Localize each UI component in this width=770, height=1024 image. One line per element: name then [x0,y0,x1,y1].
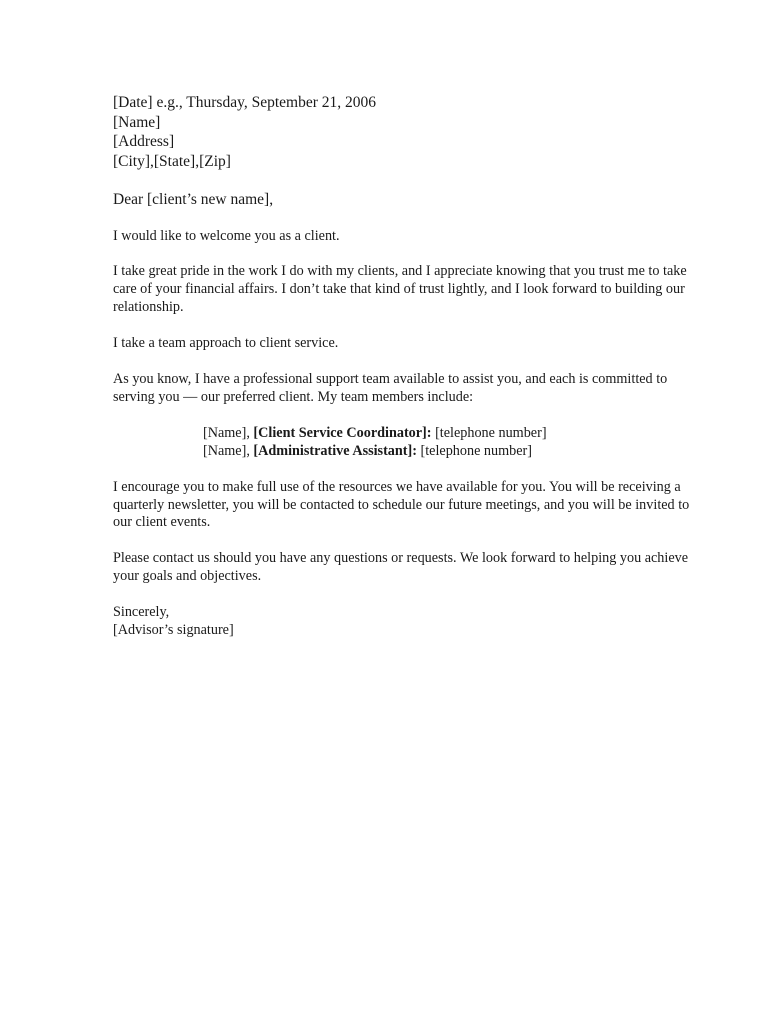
paragraph-encourage: I encourage you to make full use of the resources we have available for you. You will be receiving a quarterly newsletter, you will be contacted to schedule our future meetings, and you will be invited to our client events. [113,478,690,531]
team-member-name: [Name], [203,442,250,459]
team-member-role: [Client Service Coordinator]: [253,424,432,441]
signature-placeholder: [Advisor’s signature] [113,622,234,639]
paragraph-welcome: I would like to welcome you as a client. [113,227,340,244]
letter-page [113,93,693,640]
team-members-list [113,425,693,461]
recipient-name: [Name] [113,113,161,131]
paragraph-approach: I take a team approach to client service. [113,335,339,352]
sign-off: Sincerely, [113,604,170,621]
letter-header [113,93,693,171]
date-line: [Date] e.g., Thursday, September 21, 2006 [113,94,377,111]
team-member-row [203,425,693,443]
team-member-row [203,443,693,461]
recipient-city-state-zip: [City],[State],[Zip] [113,152,231,170]
team-member-phone: [telephone number] [420,442,532,459]
team-member-name: [Name], [203,424,250,441]
paragraph-pride: I take great pride in the work I do with my clients, and I appreciate knowing that you trust me to take care of your financial affairs. I don’t take that kind of trust lightly, and I look forward to building our relationship. [113,263,687,316]
paragraph-contact: Please contact us should you have any questions or requests. We look forward to helping you achieve your goals and objectives. [113,550,689,585]
letter-closing [113,604,693,640]
paragraph-support: As you know, I have a professional support team available to assist you, and each is committed to serving you — our preferred client. My team members include: [113,371,668,405]
salutation: Dear [client’s new name], [113,191,274,208]
recipient-address: [Address] [113,133,175,150]
team-member-role: [Administrative Assistant]: [253,442,417,459]
team-member-phone: [telephone number] [435,424,547,441]
